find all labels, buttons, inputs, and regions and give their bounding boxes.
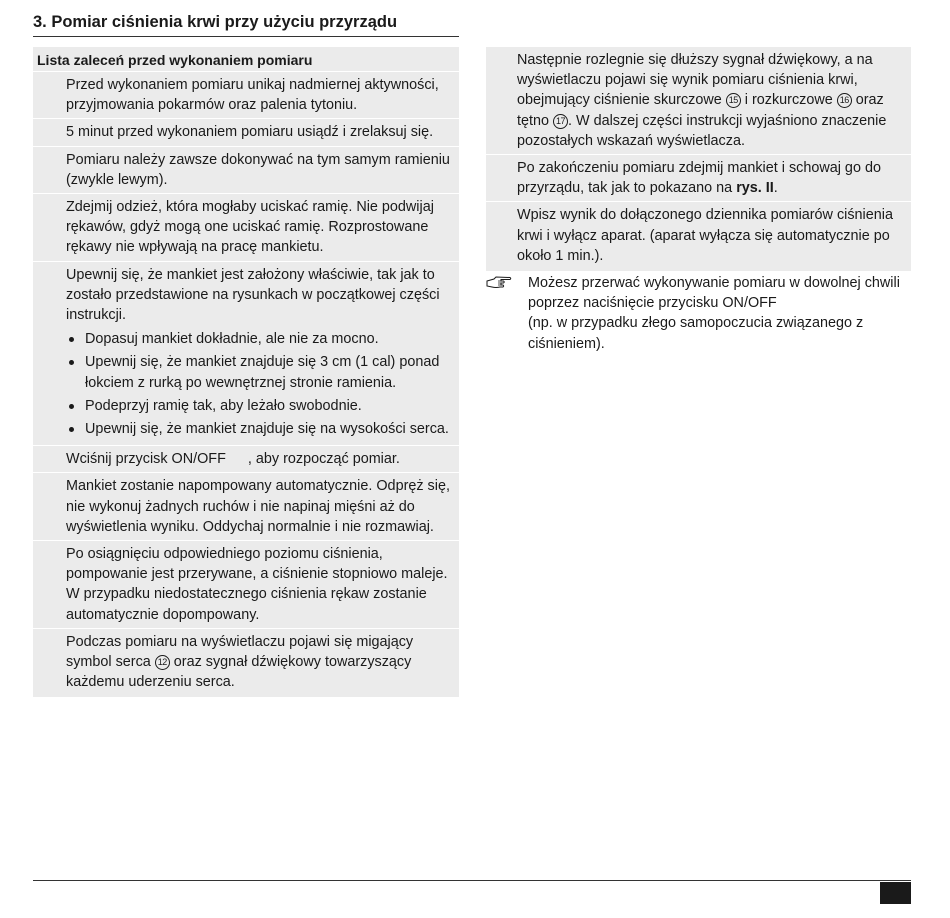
step-12: Wpisz wynik do dołączonego dziennika pomiarów ciśnienia krwi i wyłącz aparat. (aparat wyłącza się automatycznie po około 1 min.).	[486, 201, 911, 271]
list-item: Podeprzyj ramię tak, aby leżało swobodnie.	[66, 396, 455, 416]
figure-reference: rys. II	[736, 180, 774, 197]
step-2: 5 minut przed wykonaniem pomiaru usiądź i zrelaksuj się.	[33, 118, 459, 145]
note-line-2: (np. w przypadku złego samopoczucia związanego z ciśnieniem).	[528, 315, 864, 352]
reference-number: 17	[553, 114, 568, 129]
step-6-text-end: , aby rozpocząć pomiar.	[247, 451, 400, 468]
step-8: Po osiągnięciu odpowiedniego poziomu ciśnienia, pompowanie jest przerywane, a ciśnienie stopniowo maleje. W przypadku niedostatecznego ciśnienia rękaw zostanie automatycznie dopompowany.	[33, 540, 459, 628]
step-7: Mankiet zostanie napompowany automatycznie. Odpręż się, nie wykonuj żadnych ruchów i nie napinaj mięśni aż do wyświetlenia wyniku. Oddychaj normalnie i nie rozmawiaj.	[33, 472, 459, 540]
list-item: Upewnij się, że mankiet znajduje się na wysokości serca.	[66, 419, 455, 439]
step-5-intro: Upewnij się, że mankiet jest założony właściwie, tak jak to zostało przedstawione na rysunkach w początkowej części instrukcji.	[66, 266, 440, 324]
reference-number: 16	[837, 93, 852, 108]
step-6-text: Wciśnij przycisk ON/OFF	[66, 451, 226, 468]
step-9-text: Podczas pomiaru na wyświetlaczu pojawi się migający symbol serca	[66, 633, 414, 671]
step-4: Zdejmij odzież, która mogłaby uciskać ramię. Nie podwijaj rękawów, gdyż mogą one uciskać ramię. Rozprostowane rękawy nie wpływają na pracę mankietu.	[33, 193, 459, 261]
list-item: Upewnij się, że mankiet znajduje się 3 cm (1 cal) ponad łokciem z rurką po wewnętrznej stronie ramienia.	[66, 352, 455, 392]
step-9	[33, 628, 459, 698]
section-title: 3. Pomiar ciśnienia krwi przy użyciu przyrządu	[33, 10, 459, 37]
note	[486, 273, 911, 354]
page-number-block	[880, 882, 911, 904]
result-panel	[486, 47, 911, 271]
list-item: Dopasuj mankiet dokładnie, ale nie za mocno.	[66, 329, 455, 349]
cuff-checklist	[66, 329, 455, 439]
recommendations-panel	[33, 47, 459, 697]
step-3: Pomiaru należy zawsze dokonywać na tym samym ramieniu (zwykle lewym).	[33, 146, 459, 193]
step-10-text-c: oraz tętno	[517, 92, 884, 129]
step-11	[486, 154, 911, 201]
step-5	[33, 261, 459, 446]
step-11-text-end: .	[773, 180, 778, 197]
pointing-hand-icon	[486, 275, 512, 291]
panel-header: Lista zaleceń przed wykonaniem pomiaru	[37, 52, 313, 68]
step-10-text: Następnie rozlegnie się dłuższy sygnał dźwiękowy, a na wyświetlaczu pojawi się wynik pomiaru ciśnienia krwi, obejmujący ciśnienie skurczowe	[517, 52, 873, 109]
reference-number: 12	[155, 655, 170, 670]
step-10-text-b: i rozkurczowe	[744, 92, 833, 109]
step-1: Przed wykonaniem pomiaru unikaj nadmiernej aktywności, przyjmowania pokarmów oraz palenia tytoniu.	[33, 71, 459, 118]
step-9-text-end: oraz sygnał dźwiękowy towarzyszący każdemu uderzeniu serca.	[66, 654, 412, 691]
step-10-text-d: . W dalszej części instrukcji wyjaśniono znaczenie pozostałych wskazań wyświetlacza.	[517, 112, 887, 149]
step-6	[33, 445, 459, 472]
note-line-1: Możesz przerwać wykonywanie pomiaru w dowolnej chwili poprzez naciśnięcie przycisku ON/OFF	[528, 275, 900, 312]
footer-rule	[33, 880, 911, 881]
step-10	[486, 47, 911, 154]
reference-number: 15	[726, 93, 741, 108]
step-11-text: Po zakończeniu pomiaru zdejmij mankiet i schowaj go do przyrządu, tak jak to pokazano na	[517, 160, 881, 197]
